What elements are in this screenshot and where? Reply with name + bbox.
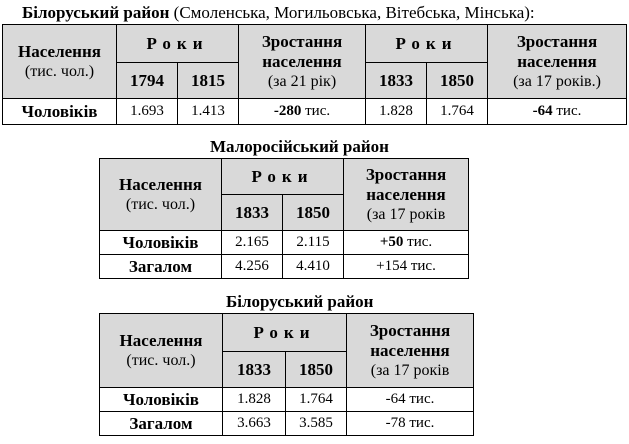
table3-growth-period: (за 17 років [370,361,450,379]
table1-growth1-line2: населення [262,51,342,71]
table3-row1-v1: 1.828 [223,388,286,412]
table2-row1-growth-value: +50 [379,234,404,250]
table3-row1-growth: -64 тис. [347,388,474,412]
table-row [100,388,474,412]
table1-title-bold: Білоруський район [22,3,170,22]
table1-title-rest: (Смоленська, Могильовська, Вітебська, Мінська): [169,3,535,22]
table1-val-1815: 1.413 [178,99,239,125]
table1-year-1794: 1794 [117,63,178,99]
table-row [100,231,469,255]
table2-roky: Роки [222,159,344,195]
table1-growth1-period: (за 21 рік) [267,72,337,90]
table1-val-1850: 1.764 [427,99,488,125]
table2-row2-v2: 4.410 [283,255,344,279]
table3-roky: Роки [223,314,347,352]
table3-pop-unit: (тис. чол.) [126,352,196,369]
table1-roky-1: Роки [117,25,239,63]
table1-year-1850: 1850 [427,63,488,99]
table3 [99,313,474,436]
table1-growth2-cell [488,99,627,125]
table3-row1-v2: 1.764 [286,388,347,412]
table1-val-1833: 1.828 [366,99,427,125]
table2 [99,158,469,279]
table-row [3,99,627,125]
table1-growth1-header [239,25,366,99]
table-row [100,255,469,279]
table2-growth-line1: Зростання [365,164,447,184]
table1-growth2-header [488,25,627,99]
table1-growth1-unit: тис. [301,103,331,119]
table2-row1-v1: 2.165 [222,231,283,255]
table1-pop-label: Населення [18,42,101,61]
table1-growth1-line1: Зростання [261,31,343,51]
table3-pop-header [100,314,223,388]
table1 [2,24,627,125]
table3-growth-line2: населення [370,340,450,360]
table1-pop-unit: (тис. чол.) [24,63,95,80]
table3-row2-v1: 3.663 [223,412,286,436]
table2-year-1850: 1850 [283,195,344,231]
table2-row1-v2: 2.115 [283,231,344,255]
table1-growth2-unit: тис. [552,103,582,119]
table1-growth2-line1: Зростання [516,31,598,51]
table2-growth-period: (за 17 років [366,205,446,223]
table2-year-1833: 1833 [222,195,283,231]
table1-growth2-line2: населення [517,51,597,71]
table2-row1-growth [344,231,469,255]
table3-row2-v2: 3.585 [286,412,347,436]
table1-growth1-value: -280 [273,103,302,119]
table3-growth-header [347,314,474,388]
table3-growth-line1: Зростання [369,320,451,340]
table2-pop-label: Населення [119,175,202,194]
table1-title [22,3,535,23]
table2-row1-growth-unit: тис. [403,234,433,250]
table3-row2-label: Загалом [100,412,223,436]
table1-roky-2: Роки [366,25,488,63]
table2-growth-header [344,159,469,231]
table3-year-1833: 1833 [223,352,286,388]
table2-title: Малоросійський район [210,137,389,156]
table3-pop-label: Населення [119,331,203,350]
table1-year-1815: 1815 [178,63,239,99]
table1-pop-header [3,25,117,99]
table1-growth2-value: -64 [532,103,553,119]
table1-year-1833: 1833 [366,63,427,99]
table2-row2-v1: 4.256 [222,255,283,279]
table3-row1-label: Чоловіків [100,388,223,412]
table-row [100,412,474,436]
table2-growth-line2: населення [366,184,446,204]
table1-row-label: Чоловіків [3,99,117,125]
table1-val-1794: 1.693 [117,99,178,125]
table2-row1-label: Чоловіків [100,231,222,255]
table3-row2-growth: -78 тис. [347,412,474,436]
table1-growth2-period: (за 17 років.) [513,72,601,90]
table2-pop-header [100,159,222,231]
table3-year-1850: 1850 [286,352,347,388]
table2-row2-growth: +154 тис. [344,255,469,279]
table3-title: Білоруський район [226,292,374,311]
table2-pop-unit: (тис. чол.) [125,196,196,213]
table2-row2-label: Загалом [100,255,222,279]
table1-growth1-cell [239,99,366,125]
